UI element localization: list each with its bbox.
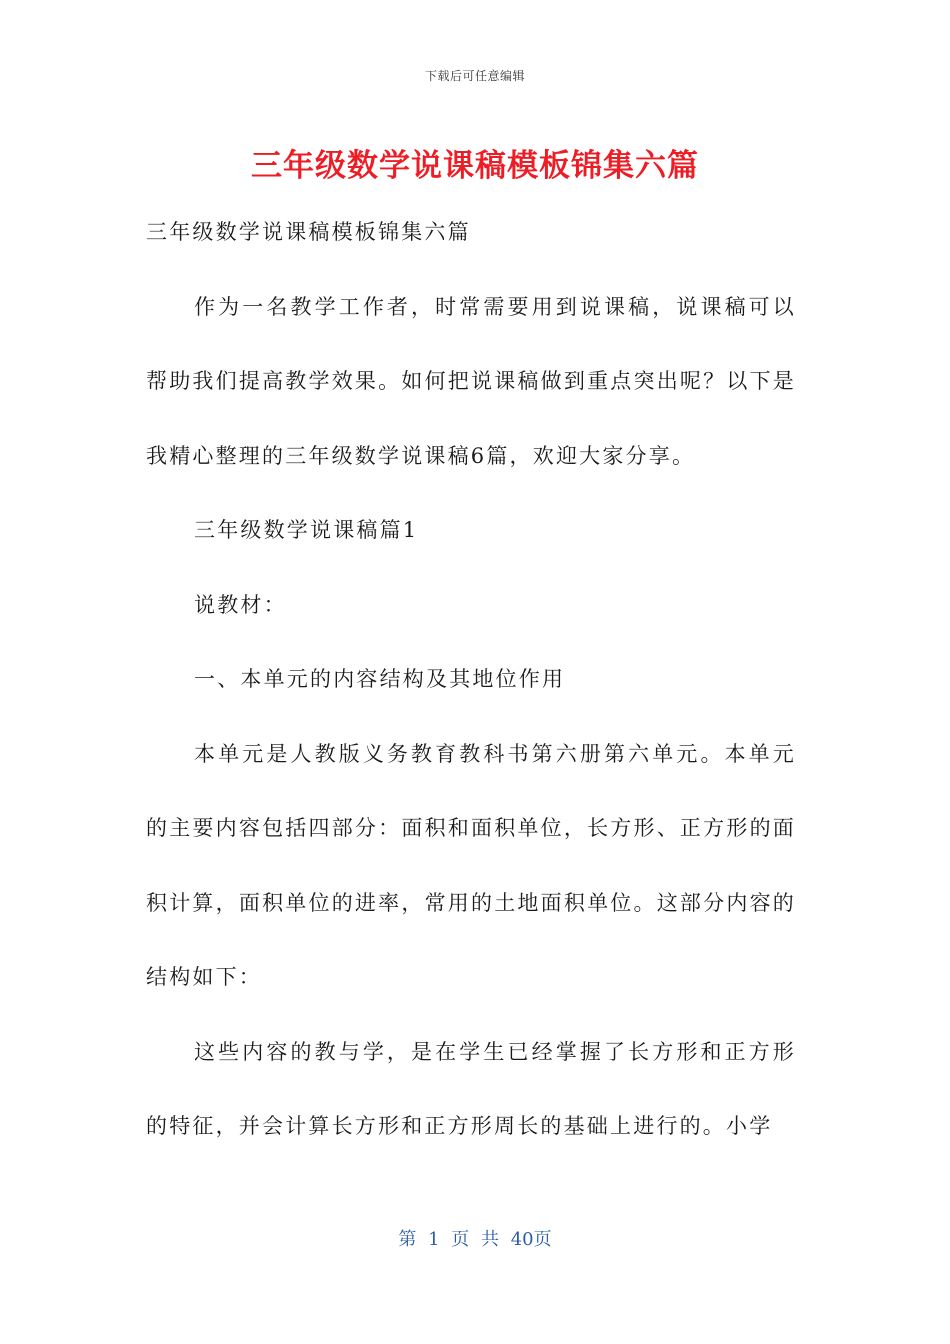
body-subtitle: 三年级数学说课稿模板锦集六篇: [146, 220, 471, 244]
document-title: 三年级数学说课稿模板锦集六篇: [251, 148, 699, 184]
page-number-footer: 第 1 页 共 40页: [398, 1229, 552, 1250]
body-paragraph: 这些内容的教与学，是在学生已经掌握了长方形和正方形的特征，并会计算长方形和正方形周长的基础上进行的。小学: [146, 1039, 796, 1138]
section-heading: 三年级数学说课稿篇1: [194, 518, 419, 542]
subsection-heading: 说教材：: [194, 592, 287, 617]
header-note: 下载后可任意编辑: [424, 69, 525, 83]
intro-paragraph: 作为一名教学工作者，时常需要用到说课稿，说课稿可以帮助我们提高教学效果。如何把说课稿做到重点突出呢？以下是我精心整理的三年级数学说课稿6篇，欢迎大家分享。: [146, 294, 796, 468]
item-heading: 一、本单元的内容结构及其地位作用: [194, 667, 566, 691]
body-paragraph: 本单元是人教版义务教育教科书第六册第六单元。本单元的主要内容包括四部分：面积和面积单位，长方形、正方形的面积计算，面积单位的进率，常用的土地面积单位。这部分内容的结构如下：: [146, 741, 796, 989]
document-body: [146, 195, 796, 1164]
